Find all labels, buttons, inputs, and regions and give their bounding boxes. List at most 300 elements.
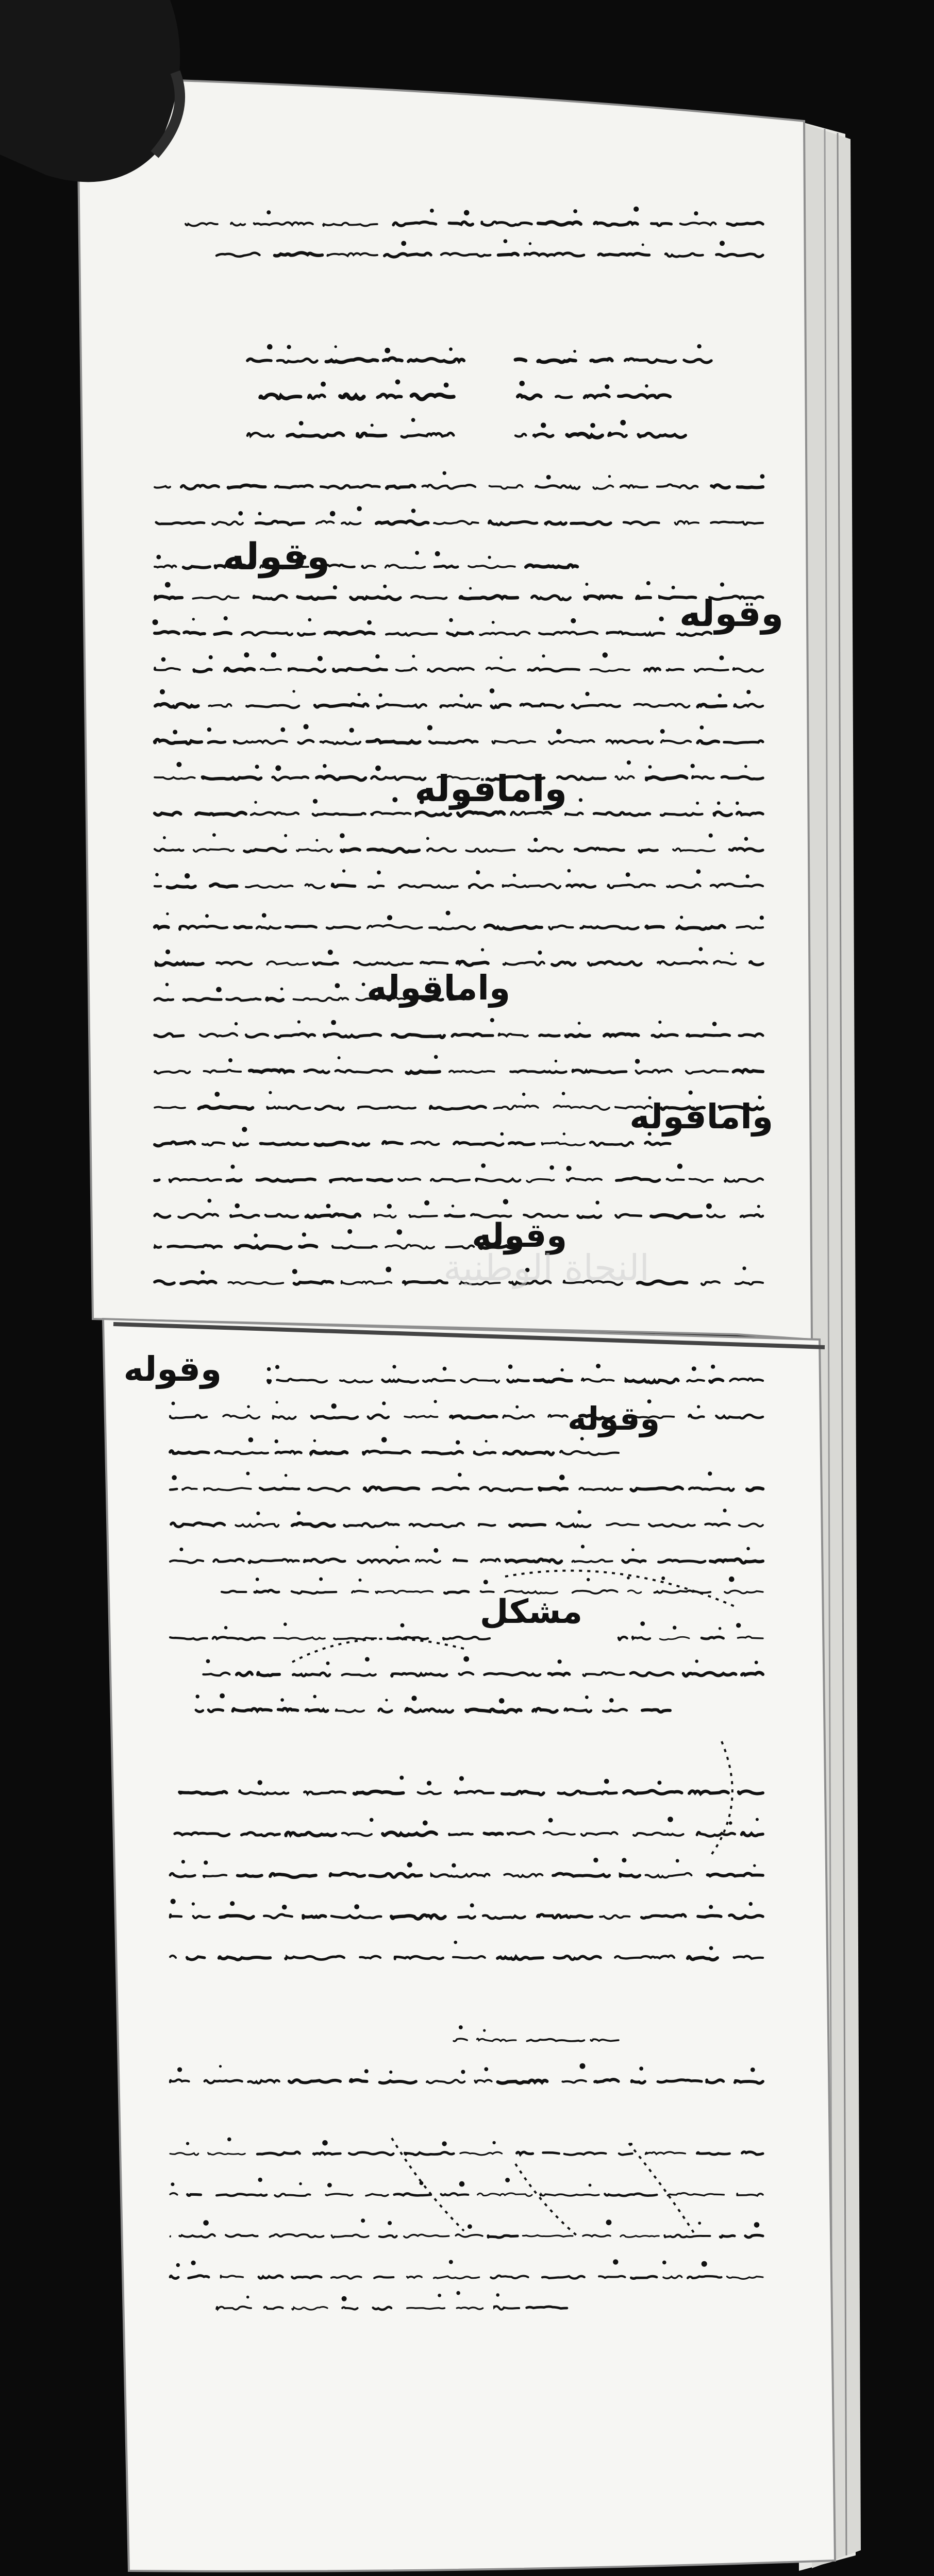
handwritten-word — [433, 1487, 468, 1489]
diacritic-dot — [476, 870, 480, 874]
diacritic-dot — [256, 1512, 260, 1515]
diacritic-dot — [658, 1021, 661, 1024]
handwritten-word — [733, 1070, 763, 1072]
diacritic-dot — [411, 509, 416, 513]
diacritic-dot — [744, 765, 747, 768]
page-leaf-lower — [103, 1319, 835, 2571]
handwritten-word — [535, 1379, 572, 1382]
diacritic-dot — [446, 911, 451, 916]
handwritten-word — [156, 962, 203, 965]
rubric-heading: وقوله — [123, 1349, 222, 1389]
diacritic-dot — [430, 209, 434, 213]
handwritten-word — [619, 2154, 632, 2155]
diacritic-dot — [280, 988, 283, 991]
diacritic-dot — [697, 1405, 700, 1408]
handwritten-word — [184, 998, 221, 1001]
handwritten-word — [374, 2277, 393, 2278]
diacritic-dot — [515, 1405, 519, 1409]
diacritic-dot — [227, 2138, 231, 2142]
diacritic-dot — [371, 423, 374, 427]
diacritic-dot — [501, 1132, 504, 1136]
diacritic-dot — [635, 1059, 640, 1063]
diacritic-dot — [563, 1132, 565, 1135]
handwritten-word — [353, 1144, 369, 1146]
diacritic-dot — [256, 1578, 259, 1581]
page-leaf-upper — [77, 77, 812, 1340]
diacritic-dot — [605, 384, 609, 389]
diacritic-dot — [160, 689, 165, 694]
diacritic-dot — [176, 2263, 180, 2267]
diacritic-dot — [443, 1367, 447, 1371]
diacritic-dot — [319, 1578, 323, 1581]
diacritic-dot — [677, 1164, 682, 1169]
diacritic-dot — [323, 764, 327, 768]
diacritic-dot — [386, 1267, 391, 1273]
diacritic-dot — [730, 952, 733, 955]
diacritic-dot — [609, 1698, 614, 1703]
diacritic-dot — [499, 1698, 505, 1704]
diacritic-dot — [383, 585, 387, 588]
diacritic-dot — [696, 869, 701, 874]
diacritic-dot — [185, 873, 190, 878]
diacritic-dot — [338, 1056, 341, 1059]
diacritic-dot — [696, 802, 699, 805]
diacritic-dot — [395, 379, 401, 384]
diacritic-dot — [276, 1401, 278, 1403]
handwritten-word — [526, 565, 577, 567]
handwritten-word — [566, 1035, 590, 1037]
handwritten-word — [268, 1381, 270, 1383]
diacritic-dot — [695, 1659, 698, 1663]
diacritic-dot — [357, 693, 360, 696]
diacritic-dot — [720, 241, 725, 246]
diacritic-dot — [456, 2291, 460, 2295]
diacritic-dot — [367, 620, 372, 625]
diacritic-dot — [581, 1545, 585, 1548]
diacritic-dot — [179, 1548, 183, 1551]
diacritic-dot — [742, 1266, 746, 1270]
diacritic-dot — [267, 1367, 271, 1371]
handwritten-word — [214, 633, 231, 634]
diacritic-dot — [661, 1577, 665, 1580]
diacritic-dot — [315, 839, 318, 842]
diacritic-dot — [556, 729, 561, 734]
diacritic-dot — [484, 2067, 488, 2071]
diacritic-dot — [302, 1232, 306, 1236]
diacritic-dot — [464, 210, 470, 216]
diacritic-dot — [381, 1437, 387, 1443]
handwritten-word — [170, 1489, 177, 1490]
handwritten-word — [667, 669, 683, 671]
diacritic-dot — [746, 690, 750, 694]
diacritic-dot — [392, 797, 397, 802]
handwritten-word — [286, 926, 316, 928]
diacritic-dot — [214, 1092, 220, 1097]
rubric-heading: وقوله — [223, 535, 330, 578]
handwritten-word — [548, 1415, 568, 1417]
diacritic-dot — [573, 209, 577, 213]
diacritic-dot — [749, 1902, 753, 1906]
diacritic-dot — [326, 1662, 330, 1665]
diacritic-dot — [496, 2293, 499, 2297]
handwritten-word — [313, 2153, 340, 2155]
handwritten-word — [351, 2080, 367, 2081]
diacritic-dot — [361, 2218, 365, 2223]
diacritic-dot — [750, 2067, 755, 2072]
diacritic-dot — [172, 1402, 175, 1405]
handwritten-word — [409, 1215, 437, 1217]
diacritic-dot — [362, 982, 365, 986]
diacritic-dot — [590, 423, 595, 428]
diacritic-dot — [335, 345, 337, 348]
handwritten-word — [515, 359, 526, 361]
diacritic-dot — [483, 2029, 486, 2032]
diacritic-dot — [729, 1577, 735, 1582]
diacritic-dot — [642, 244, 644, 246]
diacritic-dot — [242, 1127, 247, 1132]
diacritic-dot — [186, 2142, 189, 2145]
diacritic-dot — [449, 2260, 453, 2264]
diacritic-dot — [459, 2181, 465, 2187]
handwritten-word — [540, 1035, 559, 1036]
diacritic-dot — [620, 420, 626, 426]
diacritic-dot — [468, 2224, 472, 2229]
handwritten-word — [445, 1215, 464, 1216]
diacritic-dot — [719, 655, 724, 660]
diacritic-dot — [463, 1656, 469, 1662]
diacritic-dot — [349, 728, 354, 733]
diacritic-dot — [744, 837, 748, 841]
diacritic-dot — [508, 1364, 513, 1369]
diacritic-dot — [700, 725, 704, 730]
diacritic-dot — [397, 1229, 403, 1235]
diacritic-dot — [504, 239, 508, 243]
diacritic-dot — [377, 871, 381, 875]
diacritic-dot — [387, 915, 392, 920]
diacritic-dot — [691, 764, 695, 768]
diacritic-dot — [755, 1660, 758, 1664]
handwritten-word — [278, 1708, 298, 1710]
diacritic-dot — [299, 421, 304, 426]
diacritic-dot — [631, 1548, 635, 1551]
diacritic-dot — [426, 837, 429, 840]
diacritic-dot — [399, 1776, 404, 1780]
handwritten-word — [368, 1179, 392, 1181]
diacritic-dot — [204, 1860, 208, 1865]
diacritic-dot — [435, 551, 440, 556]
diacritic-dot — [469, 587, 472, 590]
diacritic-dot — [304, 724, 309, 729]
diacritic-dot — [163, 836, 166, 839]
handwritten-word — [646, 926, 663, 928]
diacritic-dot — [595, 1201, 599, 1205]
diacritic-dot — [449, 618, 453, 622]
diacritic-dot — [331, 1403, 337, 1409]
diacritic-dot — [165, 983, 169, 987]
diacritic-dot — [269, 1091, 272, 1094]
diacritic-dot — [205, 914, 209, 918]
diacritic-dot — [640, 1621, 645, 1626]
diacritic-dot — [267, 344, 273, 350]
diacritic-dot — [282, 1905, 287, 1910]
diacritic-dot — [280, 727, 285, 732]
diacritic-dot — [712, 1022, 717, 1026]
diacritic-dot — [459, 1776, 464, 1781]
diacritic-dot — [706, 1204, 712, 1209]
diacritic-dot — [633, 207, 639, 212]
diacritic-dot — [541, 422, 546, 428]
diacritic-dot — [490, 1018, 494, 1022]
diacritic-dot — [258, 1780, 262, 1785]
diacritic-dot — [322, 2140, 328, 2146]
diacritic-dot — [673, 1626, 676, 1630]
rubric-heading: واماقوله — [414, 768, 567, 810]
diacritic-dot — [456, 1440, 460, 1445]
diacritic-dot — [729, 1821, 732, 1825]
diacritic-dot — [680, 916, 683, 919]
handwritten-word — [170, 2236, 171, 2237]
handwritten-word — [299, 1245, 316, 1247]
diacritic-dot — [711, 1365, 715, 1369]
diacritic-dot — [166, 912, 169, 915]
diacritic-dot — [423, 1820, 428, 1825]
diacritic-dot — [746, 874, 749, 878]
diacritic-dot — [292, 690, 295, 692]
handwritten-word — [208, 741, 225, 742]
rubric-heading: وقوله — [679, 592, 783, 635]
diacritic-dot — [318, 656, 323, 661]
diacritic-dot — [275, 1365, 279, 1369]
diacritic-dot — [452, 1863, 456, 1868]
diacritic-dot — [578, 1510, 581, 1514]
handwritten-word — [667, 1179, 684, 1181]
diacritic-dot — [333, 585, 337, 589]
diacritic-dot — [209, 655, 213, 659]
diacritic-dot — [280, 1698, 284, 1702]
diacritic-dot — [568, 869, 571, 873]
diacritic-dot — [709, 1946, 713, 1950]
diacritic-dot — [212, 833, 216, 837]
diacritic-dot — [161, 657, 166, 662]
diacritic-dot — [459, 2025, 463, 2029]
handwritten-word — [188, 2194, 201, 2195]
diacritic-dot — [709, 1905, 713, 1909]
diacritic-dot — [585, 583, 588, 586]
diacritic-dot — [622, 1858, 626, 1862]
diacritic-dot — [433, 1548, 438, 1553]
diacritic-dot — [254, 801, 257, 804]
diacritic-dot — [354, 1904, 359, 1909]
rubric-heading: واماقوله — [366, 968, 510, 1008]
diacritic-dot — [230, 1165, 235, 1169]
handwritten-word — [249, 1070, 293, 1072]
diacritic-dot — [720, 583, 724, 587]
diacritic-dot — [326, 1204, 331, 1209]
diacritic-dot — [708, 1471, 712, 1476]
diacritic-dot — [359, 1579, 362, 1582]
diacritic-dot — [412, 655, 415, 658]
diacritic-dot — [499, 656, 502, 659]
diacritic-dot — [248, 1437, 254, 1443]
diacritic-dot — [736, 802, 739, 805]
diacritic-dot — [458, 1473, 462, 1477]
diacritic-dot — [285, 1474, 288, 1477]
diacritic-dot — [385, 1699, 388, 1701]
diacritic-dot — [224, 1626, 228, 1630]
diacritic-dot — [266, 210, 271, 214]
diacritic-dot — [578, 1022, 581, 1025]
diacritic-dot — [692, 1366, 696, 1371]
diacritic-dot — [589, 2184, 592, 2187]
handwritten-word — [498, 253, 518, 255]
diacritic-dot — [454, 1941, 457, 1944]
diacritic-dot — [165, 582, 171, 588]
diacritic-dot — [308, 618, 312, 622]
handwritten-word — [407, 2308, 445, 2309]
diacritic-dot — [529, 242, 531, 245]
diacritic-dot — [275, 765, 281, 771]
diacritic-dot — [585, 692, 589, 696]
diacritic-dot — [736, 1623, 741, 1628]
handwritten-word — [155, 597, 182, 599]
diacritic-dot — [347, 1229, 352, 1234]
diacritic-dot — [746, 1547, 750, 1551]
diacritic-dot — [375, 766, 381, 771]
diacritic-dot — [207, 727, 211, 732]
diacritic-dot — [258, 2178, 262, 2182]
diacritic-dot — [698, 2222, 701, 2225]
diacritic-dot — [606, 2219, 612, 2225]
handwritten-word — [698, 1916, 721, 1917]
diacritic-dot — [244, 652, 249, 657]
diacritic-dot — [492, 2141, 495, 2144]
diacritic-dot — [171, 2182, 174, 2186]
diacritic-dot — [411, 1696, 416, 1701]
diacritic-dot — [246, 1472, 249, 1476]
diacritic-dot — [593, 1858, 598, 1862]
diacritic-dot — [542, 654, 545, 657]
diacritic-dot — [585, 1696, 589, 1699]
diacritic-dot — [662, 2261, 666, 2265]
diacritic-dot — [470, 1903, 474, 1907]
thumb — [0, 0, 180, 182]
handwritten-word — [156, 522, 204, 524]
diacritic-dot — [608, 475, 611, 478]
diacritic-dot — [220, 1693, 225, 1699]
diacritic-dot — [443, 471, 446, 475]
diacritic-dot — [760, 916, 764, 920]
diacritic-dot — [580, 1437, 584, 1440]
diacritic-dot — [228, 1058, 232, 1062]
diacritic-dot — [645, 384, 648, 387]
diacritic-dot — [427, 725, 432, 730]
diacritic-dot — [247, 1405, 250, 1409]
handwritten-word — [260, 394, 301, 398]
handwritten-word — [449, 1834, 473, 1835]
diacritic-dot — [235, 1022, 238, 1025]
diacritic-dot — [340, 833, 345, 838]
diacritic-dot — [313, 799, 318, 804]
diacritic-dot — [657, 1781, 661, 1785]
diacritic-dot — [201, 1270, 205, 1275]
diacritic-dot — [519, 381, 525, 386]
diacritic-dot — [415, 551, 419, 555]
diacritic-dot — [283, 1622, 287, 1626]
diacritic-dot — [566, 1166, 572, 1171]
diacritic-dot — [328, 950, 333, 955]
handwritten-word — [687, 1380, 704, 1381]
diacritic-dot — [555, 1060, 557, 1062]
diacritic-dot — [505, 2178, 510, 2182]
diacritic-dot — [375, 654, 379, 658]
diacritic-dot — [490, 688, 495, 693]
diacritic-dot — [177, 2067, 182, 2072]
diacritic-dot — [203, 2220, 209, 2226]
handwritten-word — [313, 963, 338, 965]
diacritic-dot — [481, 1163, 486, 1168]
diacritic-dot — [694, 211, 698, 215]
diacritic-dot — [689, 1091, 693, 1095]
diacritic-dot — [342, 2296, 347, 2301]
diacritic-dot — [660, 729, 665, 734]
diacritic-dot — [697, 344, 701, 348]
diacritic-dot — [387, 1204, 392, 1209]
diacritic-dot — [481, 948, 484, 951]
diacritic-dot — [357, 506, 362, 512]
handwritten-word — [485, 1833, 503, 1835]
diacritic-dot — [699, 947, 703, 951]
diacritic-dot — [401, 1623, 405, 1628]
diacritic-dot — [717, 802, 721, 805]
handwritten-word — [452, 1034, 493, 1036]
diacritic-dot — [176, 762, 181, 767]
diacritic-dot — [207, 1199, 211, 1203]
diacritic-dot — [181, 1860, 185, 1863]
diacritic-dot — [219, 2065, 222, 2067]
handwritten-word — [260, 1143, 308, 1145]
diacritic-dot — [297, 1020, 301, 1023]
diacritic-dot — [275, 1439, 278, 1443]
diacritic-dot — [444, 383, 449, 388]
diacritic-dot — [672, 586, 675, 589]
handwritten-word — [454, 1560, 466, 1561]
diacritic-dot — [192, 618, 195, 620]
diacritic-dot — [719, 1627, 722, 1630]
diacritic-dot — [382, 1401, 386, 1405]
diacritic-dot — [255, 765, 259, 769]
diacritic-dot — [299, 2182, 302, 2185]
diacritic-dot — [254, 1233, 258, 1238]
diacritic-dot — [401, 241, 406, 246]
handwritten-word — [313, 813, 365, 816]
diacritic-dot — [297, 1511, 301, 1515]
diacritic-dot — [548, 1818, 553, 1823]
handwritten-word — [435, 566, 458, 568]
handwritten-word — [155, 1180, 159, 1181]
diacritic-dot — [335, 983, 340, 988]
diacritic-dot — [449, 347, 453, 351]
diacritic-dot — [522, 1093, 525, 1096]
diacritic-dot — [538, 951, 542, 955]
handwritten-word — [637, 596, 651, 599]
diacritic-dot — [587, 1578, 590, 1581]
diacritic-dot — [388, 2221, 392, 2225]
diacritic-dot — [639, 2066, 643, 2071]
handwritten-word — [155, 632, 179, 634]
diacritic-dot — [392, 1365, 396, 1368]
diacritic-dot — [313, 1439, 316, 1442]
diacritic-dot — [379, 693, 382, 697]
